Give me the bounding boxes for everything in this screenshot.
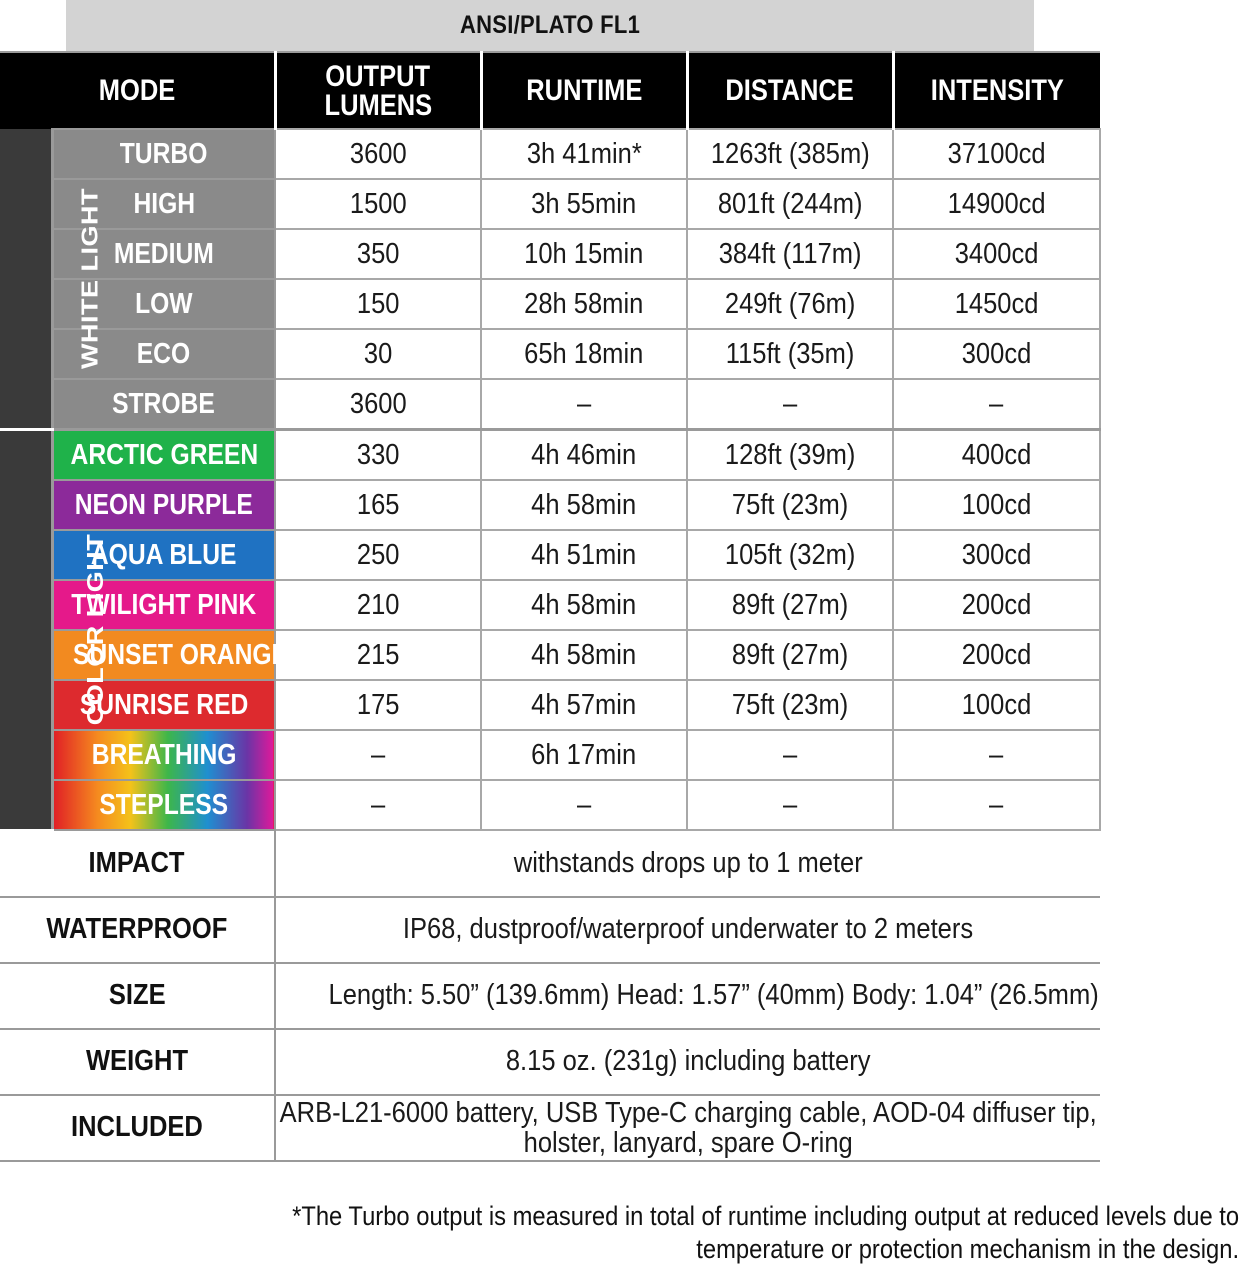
cell-runtime: 10h 15min	[481, 229, 687, 279]
cell-intensity: –	[893, 780, 1100, 830]
cell-output: 3600	[275, 379, 481, 430]
cell-runtime: 4h 58min	[481, 630, 687, 680]
cell-runtime: 4h 57min	[481, 680, 687, 730]
spec-label: INCLUDED	[0, 1095, 275, 1161]
cell-distance: 249ft (76m)	[687, 279, 893, 329]
spec-label: IMPACT	[0, 830, 275, 897]
header-output-lumens: OUTPUT LUMENS	[275, 52, 481, 129]
header-intensity: INTENSITY	[893, 52, 1100, 129]
cell-distance: 75ft (23m)	[687, 480, 893, 530]
spec-label: SIZE	[0, 963, 275, 1029]
mode-stepless: STEPLESS	[52, 780, 275, 830]
table-row	[0, 430, 1100, 481]
mode-medium: MEDIUM	[52, 229, 275, 279]
spec-value: Length: 5.50” (139.6mm) Head: 1.57” (40mm) Body: 1.04” (26.5mm)	[275, 963, 1100, 1029]
mode-twilight-pink: TWILIGHT PINK	[52, 580, 275, 630]
cell-runtime: 3h 55min	[481, 179, 687, 229]
cell-intensity: –	[893, 730, 1100, 780]
cell-runtime: 6h 17min	[481, 730, 687, 780]
cell-output: 350	[275, 229, 481, 279]
table-row	[0, 329, 1100, 379]
cell-output: –	[275, 730, 481, 780]
cell-intensity: 200cd	[893, 580, 1100, 630]
cell-distance: 75ft (23m)	[687, 680, 893, 730]
footnote: *The Turbo output is measured in total of runtime including output at reduced levels due to temperature or protection mechanism in the design.	[292, 1201, 1239, 1264]
cell-output: 250	[275, 530, 481, 580]
cell-intensity: 100cd	[893, 680, 1100, 730]
table-title: ANSI/PLATO FL1	[66, 0, 1034, 52]
cell-intensity: 37100cd	[893, 129, 1100, 179]
cell-runtime: 4h 46min	[481, 430, 687, 481]
mode-eco: ECO	[52, 329, 275, 379]
cell-output: –	[275, 780, 481, 830]
cell-distance: 801ft (244m)	[687, 179, 893, 229]
cell-intensity: 3400cd	[893, 229, 1100, 279]
cell-output: 30	[275, 329, 481, 379]
cell-output: 150	[275, 279, 481, 329]
cell-distance: 1263ft (385m)	[687, 129, 893, 179]
mode-sunset-orange: SUNSET ORANGE	[52, 630, 275, 680]
mode-strobe: STROBE	[52, 379, 275, 430]
table-row	[0, 179, 1100, 229]
table-row	[0, 480, 1100, 530]
table-row	[0, 630, 1100, 680]
cell-distance: 384ft (117m)	[687, 229, 893, 279]
header-row	[0, 52, 1100, 129]
header-runtime: RUNTIME	[481, 52, 687, 129]
cell-runtime: 4h 58min	[481, 580, 687, 630]
spec-value: 8.15 oz. (231g) including battery	[275, 1029, 1100, 1095]
spec-label: WEIGHT	[0, 1029, 275, 1095]
title-row	[0, 0, 1100, 52]
cell-output: 210	[275, 580, 481, 630]
cell-intensity: 300cd	[893, 329, 1100, 379]
mode-turbo: TURBO	[52, 129, 275, 179]
cell-runtime: 3h 41min*	[481, 129, 687, 179]
spec-row-impact	[0, 830, 1100, 897]
spec-row-waterproof	[0, 897, 1100, 963]
table-row	[0, 379, 1100, 430]
mode-sunrise-red: SUNRISE RED	[52, 680, 275, 730]
cell-intensity: 400cd	[893, 430, 1100, 481]
table-row	[0, 730, 1100, 780]
cell-distance: 105ft (32m)	[687, 530, 893, 580]
table-row	[0, 680, 1100, 730]
table-row	[0, 229, 1100, 279]
mode-arctic-green: ARCTIC GREEN	[52, 430, 275, 481]
spec-row-included	[0, 1095, 1100, 1161]
cell-output: 175	[275, 680, 481, 730]
cell-intensity: 300cd	[893, 530, 1100, 580]
cell-distance: –	[687, 379, 893, 430]
cell-distance: 89ft (27m)	[687, 630, 893, 680]
mode-neon-purple: NEON PURPLE	[52, 480, 275, 530]
cell-output: 165	[275, 480, 481, 530]
cell-distance: 115ft (35m)	[687, 329, 893, 379]
cell-intensity: 1450cd	[893, 279, 1100, 329]
table-row	[0, 780, 1100, 830]
spec-row-weight	[0, 1029, 1100, 1095]
cell-distance: –	[687, 780, 893, 830]
cell-intensity: 100cd	[893, 480, 1100, 530]
group-label: COLOR LIGHT	[82, 534, 109, 726]
cell-runtime: 4h 51min	[481, 530, 687, 580]
cell-intensity: 200cd	[893, 630, 1100, 680]
table-row	[0, 279, 1100, 329]
cell-runtime: 28h 58min	[481, 279, 687, 329]
cell-output: 3600	[275, 129, 481, 179]
cell-distance: 128ft (39m)	[687, 430, 893, 481]
spec-row-size	[0, 963, 1100, 1029]
group-white-light	[0, 129, 103, 430]
cell-output: 1500	[275, 179, 481, 229]
spec-value: withstands drops up to 1 meter	[275, 830, 1100, 897]
cell-runtime: 65h 18min	[481, 329, 687, 379]
group-label: WHITE LIGHT	[77, 188, 103, 369]
table-row	[0, 129, 1100, 179]
header-mode: MODE	[0, 52, 275, 129]
table-row	[0, 530, 1100, 580]
cell-distance: 89ft (27m)	[687, 580, 893, 630]
spec-value: ARB-L21-6000 battery, USB Type-C charging cable, AOD-04 diffuser tip, holster, lanyard, spare O-ring	[275, 1095, 1100, 1161]
cell-runtime: 4h 58min	[481, 480, 687, 530]
mode-aqua-blue: AQUA BLUE	[52, 530, 275, 580]
spec-label: WATERPROOF	[0, 897, 275, 963]
mode-breathing: BREATHING	[52, 730, 275, 780]
cell-intensity: 14900cd	[893, 179, 1100, 229]
table-row	[0, 580, 1100, 630]
cell-output: 330	[275, 430, 481, 481]
cell-runtime: –	[481, 379, 687, 430]
header-distance: DISTANCE	[687, 52, 893, 129]
cell-runtime: –	[481, 780, 687, 830]
mode-high: HIGH	[52, 179, 275, 229]
mode-low: LOW	[52, 279, 275, 329]
cell-distance: –	[687, 730, 893, 780]
cell-intensity: –	[893, 379, 1100, 430]
cell-output: 215	[275, 630, 481, 680]
spec-value: IP68, dustproof/waterproof underwater to 2 meters	[275, 897, 1100, 963]
group-color-light	[0, 430, 109, 831]
